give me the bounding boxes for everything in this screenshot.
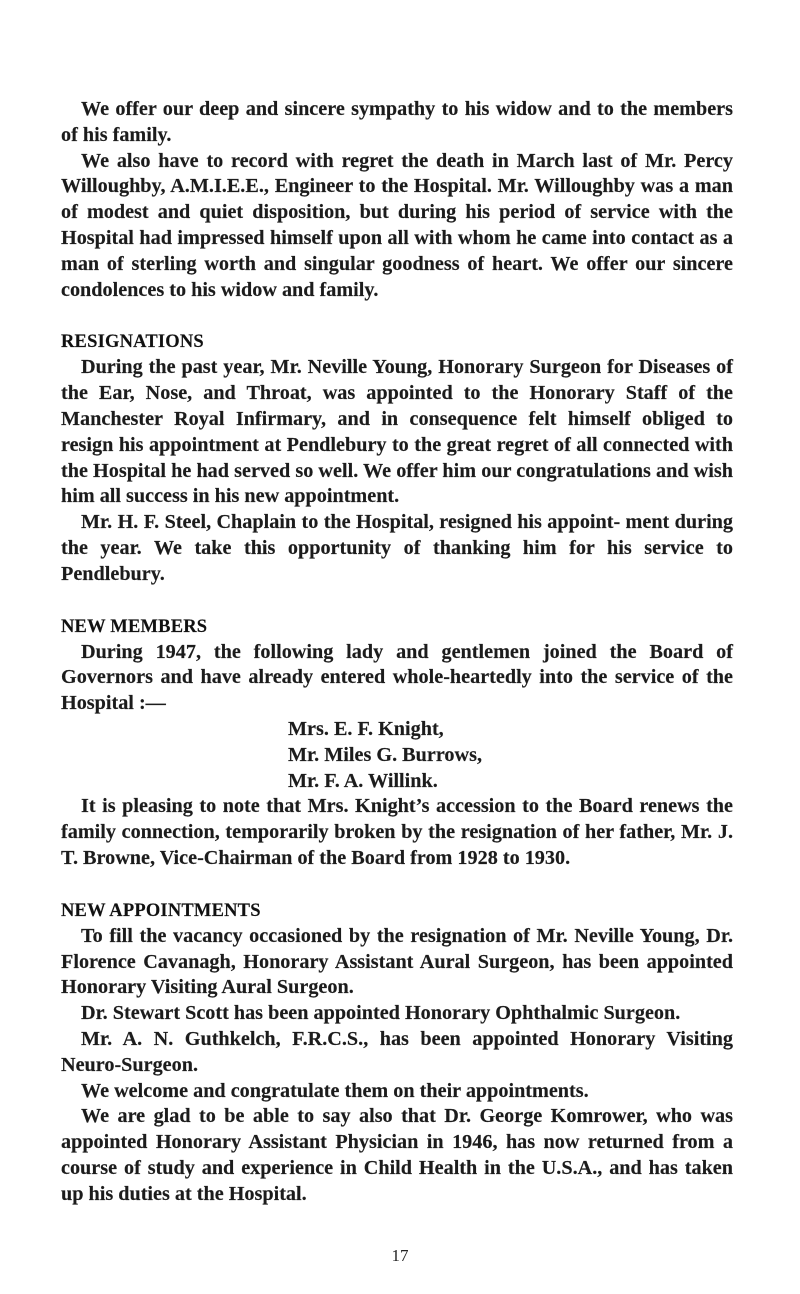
section-gap [61, 303, 733, 329]
member-name: Mrs. E. F. Knight, [288, 717, 444, 740]
section-gap [61, 872, 733, 898]
paragraph-willoughby: We also have to record with regret the death in March last of Mr. Percy Willoughby, A.M.I.E.E., Engineer to the Hospital. Mr. Willoughby was a man of modest and quiet disposition, but during his period of service with the Hospital had impressed himself upon all with whom he came into contact as a man of sterling worth and singular goodness of heart. We offer our sincere condolences to his widow and family. [61, 149, 733, 301]
page-body [61, 97, 733, 1207]
paragraph-scott: Dr. Stewart Scott has been appointed Honorary Ophthalmic Surgeon. [81, 1002, 681, 1025]
heading-resignations: RESIGNATIONS [61, 332, 204, 353]
page-number: 17 [391, 1246, 409, 1265]
paragraph-new-members-intro: During 1947, the following lady and gentlemen joined the Board of Governors and have already entered whole-heartedly into the service of the Hospital :— [61, 640, 733, 715]
paragraph-sympathy: We offer our deep and sincere sympathy to his widow and to the members of his family. [61, 98, 733, 146]
member-name: Mr. F. A. Willink. [288, 769, 438, 792]
paragraph-welcome: We welcome and congratulate them on their appointments. [81, 1079, 589, 1102]
heading-new-members: NEW MEMBERS [61, 616, 208, 637]
section-gap [61, 588, 733, 614]
paragraph-young-resignation: During the past year, Mr. Neville Young, Honorary Surgeon for Diseases of the Ear, Nose, and Throat, was appointed to the Honorary Staff of the Manchester Royal Infirmary, and in consequence felt himself obliged to resign his appointment at Pendlebury to the great regret of all connected with the Hospital he had served so well. We offer him our congratulations and wish him all success in his new appointment. [61, 356, 733, 508]
heading-new-appointments: NEW APPOINTMENTS [61, 900, 261, 921]
member-name: Mr. Miles G. Burrows, [288, 743, 483, 766]
new-members-list [61, 717, 733, 794]
paragraph-komrower: We are glad to be able to say also that Dr. George Komrower, who was appointed Honorary Assistant Physician in 1946, has now returned from a course of study and experience in Child Health in the U.S.A., and has taken up his duties at the Hospital. [61, 1105, 733, 1205]
paragraph-steel-resignation: Mr. H. F. Steel, Chaplain to the Hospital, resigned his appoint- ment during the year. We take this opportunity of thanking him for his service to Pendlebury. [61, 511, 733, 585]
paragraph-guthkelch: Mr. A. N. Guthkelch, F.R.C.S., has been appointed Honorary Visiting Neuro-Surgeon. [61, 1027, 733, 1076]
paragraph-knight-note: It is pleasing to note that Mrs. Knight’s accession to the Board renews the family connection, temporarily broken by the resignation of her father, Mr. J. T. Browne, Vice-Chairman of the Board from 1928 to 1930. [61, 795, 733, 869]
paragraph-cavanagh: To fill the vacancy occasioned by the resignation of Mr. Neville Young, Dr. Florence Cavanagh, Honorary Assistant Aural Surgeon, has been appointed Honorary Visiting Aural Surgeon. [61, 924, 733, 999]
